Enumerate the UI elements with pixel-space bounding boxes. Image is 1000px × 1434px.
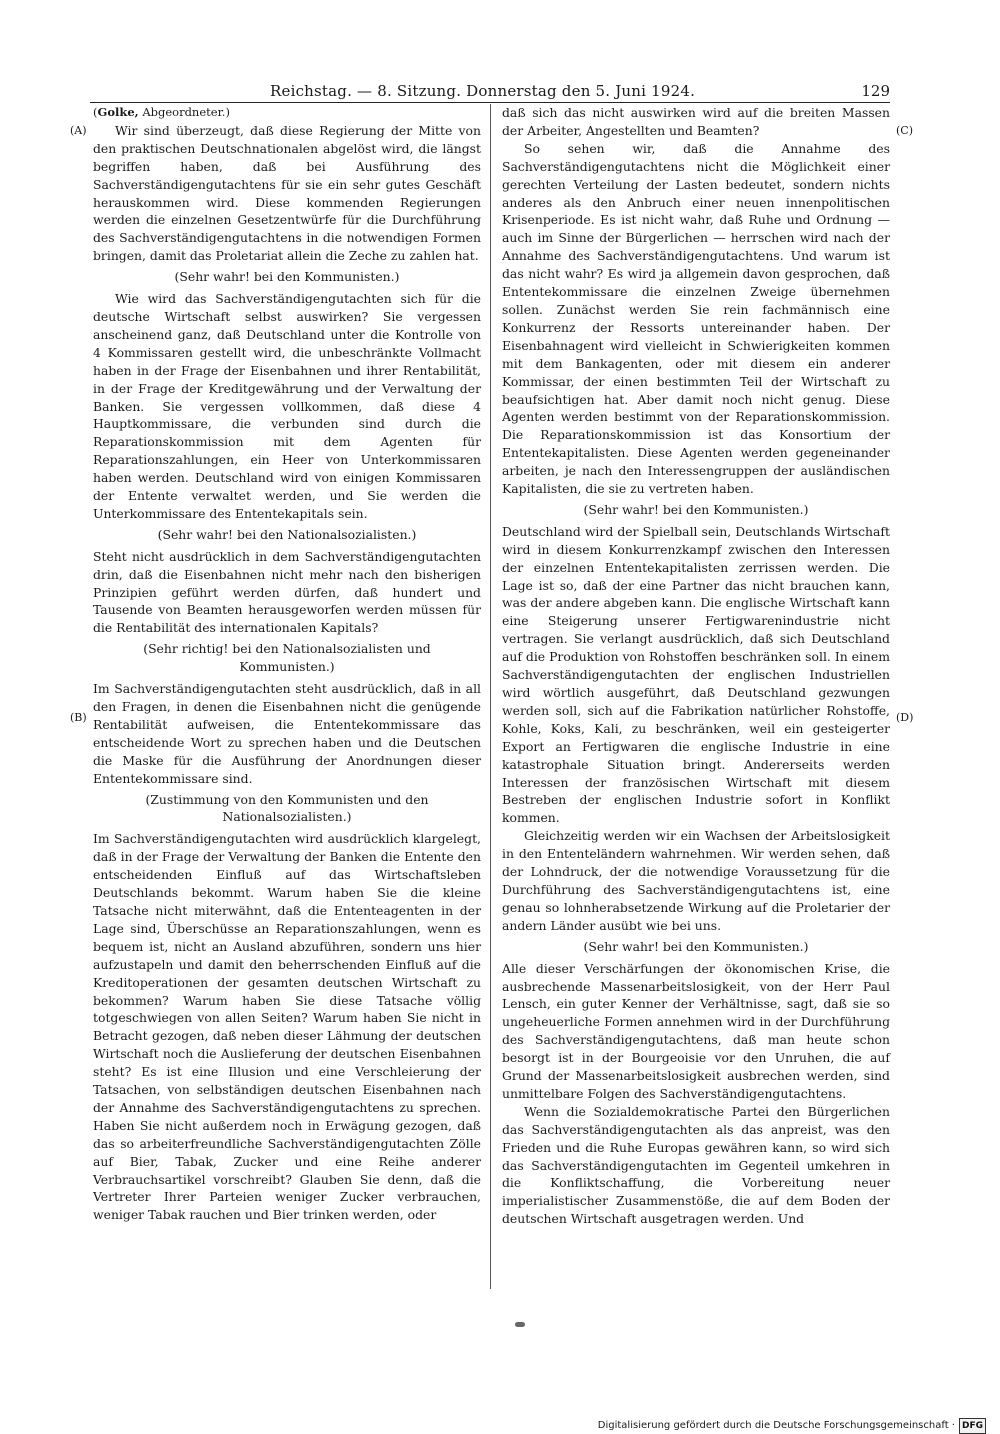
margin-marker-b: (B)	[70, 711, 87, 724]
page-header	[90, 80, 890, 102]
paragraph: Im Sachverständigengutachten steht ausdrücklich, daß in all den Fragen, in denen die Eisenbahnen nicht die genügende Rentabilität aufweisen, die Ententekommissare das entscheidende Wort zu sprechen haben und die Deutschen die Maske für die Ausführung der Anordnungen dieser Ententekommissare sind.	[93, 681, 481, 786]
running-title: Reichstag. — 8. Sitzung. Donnerstag den 5. Juni 1924.	[270, 82, 696, 100]
paragraph: Steht nicht ausdrücklich in dem Sachverständigengutachten drin, daß die Eisenbahnen nicht mehr nach den bisherigen Prinzipien geführt werden dürfen, daß hundert und Tausende von Beamten herausgeworfen werden müssen für die Rentabilität des internationalen Kapitals?	[93, 548, 481, 636]
digitization-footer	[598, 1418, 986, 1434]
speaker-line: (Golke, Abgeordneter.)	[93, 105, 230, 119]
footer-text: Digitalisierung gefördert durch die Deutsche Forschungsgemeinschaft ·	[597, 1420, 955, 1431]
margin-marker-c: (C)	[896, 124, 913, 137]
paragraph: Deutschland wird der Spielball sein, Deutschlands Wirtschaft wird in diesem Konkurrenzkampf zwischen den Interessen der einzelnen Ententekapitalisten zerrissen werden. Die Lage ist so, daß der eine Partner das nicht brauchen kann, was der andere abgeben kann. Die englische Wirtschaft kann eine Steigerung unserer Fertigwarenindustrie nicht vertragen. Sie verlangt ausdrücklich, daß sich Deutschland auf die Produktion von Rohstoffen beschränken soll. In einem Sachverständigengutachten der englischen Industriellen wird wörtlich ausgeführt, daß Deutschland gezwungen werden soll, sich auf die Fabrikation natürlicher Rohstoffe, Kohle, Koks, Kali, zu beschränken, weil ein gesteigerter Export an Fertigwaren die englische Industrie in eine katastrophale Situation bringt. Andererseits werden Interessen der französischen Wirtschaft mit diesem Bestreben der englischen Industrie sofort in Konflikt kommen.	[502, 523, 890, 826]
paragraph: daß sich das nicht auswirken wird auf die breiten Massen der Arbeiter, Angestellten und Beamten?	[502, 105, 890, 138]
speaker-role: Abgeordneter.)	[142, 105, 230, 119]
paragraph: Wenn die Sozialdemokratische Partei den Bürgerlichen das Sachverständigengutachten als das anpreist, was den Frieden und die Ruhe Europas gewähren kann, so wird sich das Sachverständigengutachten im Gegenteil umkehren in die Konfliktschaffung, die Vorbereitung neuer imperialistischer Zusammenstöße, die auf dem Boden der deutschen Wirtschaft ausgetragen werden. Und	[502, 1103, 890, 1227]
speaker-name: Golke,	[97, 105, 139, 119]
interjection: (Sehr wahr! bei den Nationalsozialisten.)	[157, 526, 417, 542]
paragraph: Alle dieser Verschärfungen der ökonomischen Krise, die ausbrechende Massenarbeitslosigkeit, von der Herr Paul Lensch, ein guter Kenner der Verhältnisse, sagt, daß sie so ungeheuerliche Formen annehmen wird in der Durchführung des Sachverständigengutachtens, daß man heute schon besorgt ist in der Bourgeoisie vor den Unruhen, die auf Grund der Massenarbeitslosigkeit ausbrechen werden, sind unmittelbare Folgen des Sachverständigengutachtens.	[502, 960, 890, 1101]
interjection: (Sehr wahr! bei den Kommunisten.)	[583, 938, 809, 954]
column-divider	[490, 104, 491, 1289]
paragraph: Im Sachverständigengutachten wird ausdrücklich klargelegt, daß in der Frage der Verwaltung der Banken die Entente den entscheidenden Einfluß auf das Wirtschaftsleben Deutschlands bekommt. Warum haben Sie die kleine Tatsache nicht miterwähnt, daß die Ententeagenten in der Lage sind, Überschüsse an Reparationszahlungen, wenn es bequem ist, nicht an Ausland abzuführen, sondern uns hier aufzustapeln und damit den beherrschenden Einfluß auf die Kreditoperationen der gesamten deutschen Wirtschaft zu bekommen? Warum haben Sie diese Tatsache völlig totgeschwiegen von allen Seiten? Warum haben Sie nicht in Betracht gezogen, daß neben dieser Lähmung der deutschen Wirtschaft noch die Auslieferung der deutschen Eisenbahnen steht? Es ist eine Illusion und eine Verschleierung der Tatsachen, von selbständigen deutschen Eisenbahnen nach der Annahme des Sachverständigengutachtens zu sprechen. Haben Sie nicht außerdem noch in Erwägung gezogen, daß das so arbeiterfreundliche Sachverständigengutachten Zölle auf Bier, Tabak, Zucker und eine Reihe anderer Verbrauchsartikel vorschreibt? Glauben Sie denn, daß die Vertreter Ihrer Parteien weniger Zucker verbrauchen, weniger Tabak rauchen und Bier trinken werden, oder	[93, 831, 481, 1223]
left-column	[93, 104, 481, 1224]
interjection: (Sehr richtig! bei den Nationalsozialisten und Kommunisten.)	[143, 641, 431, 675]
interjection: (Sehr wahr! bei den Kommunisten.)	[583, 501, 809, 517]
paragraph: Wir sind überzeugt, daß diese Regierung der Mitte von den praktischen Deutschnationalen abgelöst wird, die längst begriffen haben, daß bei Ausführung des Sachverständigengutachtens für sie ein sehr gutes Geschäft herauskommen wird. Diese kommenden Regierungen werden die einzelnen Gesetzentwürfe für die Durchführung des Sachverständigengutachtens in die notwendigen Formen bringen, damit das Proletariat allein die Zeche zu zahlen hat.	[93, 122, 481, 264]
right-column	[502, 104, 890, 1228]
header-rule	[90, 102, 890, 103]
dfg-logo: DFG	[959, 1418, 986, 1434]
page-number: 129	[861, 82, 890, 100]
paragraph: So sehen wir, daß die Annahme des Sachverständigengutachtens nicht die Möglichkeit einer gerechten Verteilung der Lasten bedeutet, sondern nichts anderes als den Anbruch einer neuen innenpolitischen Krisenperiode. Es ist nicht wahr, daß Ruhe und Ordnung — auch im Sinne der Bürgerlichen — herrschen wird nach der Annahme des Sachverständigengutachtens. Und warum ist das nicht wahr? Es wird ja allgemein davon gesprochen, daß Ententekommissare die einzelnen Zweige übernehmen sollen. Zunächst werden Sie rein fachmännisch eine Konkurrenz der Ressorts untereinander haben. Der Eisenbahnagent wird vielleicht in Schwierigkeiten kommen mit dem Bankagenten, oder mit diesem ein anderer Kommissar, der einen bestimmten Teil der Wirtschaft zu beaufsichtigen hat. Aber damit noch nicht genug. Diese Agenten werden bestimmt von der Reparationskommission. Die Reparationskommission ist das Konsortium der Ententekapitalisten. Diese Agenten werden gegeneinander arbeiten, je nach den Interessengruppen der ausländischen Kapitalisten, die sie zu vertreten haben.	[502, 140, 890, 497]
margin-marker-a: (A)	[70, 124, 87, 137]
paragraph: Wie wird das Sachverständigengutachten sich für die deutsche Wirtschaft selbst auswirken? Sie vergessen anscheinend ganz, daß Deutschland unter die Kontrolle von 4 Kommissaren gestellt wird, die unbeschränkte Vollmacht haben in der Frage der Eisenbahnen und ihrer Rentabilität, in der Frage der Kreditgewährung und der Verwaltung der Banken. Sie vergessen vollkommen, daß diese 4 Hauptkommissare, die verbunden sind durch die Reparationskommission mit dem Agenten für Reparationszahlungen, ein Heer von Unterkommissaren haben werden. Deutschland wird von einigen Kommissaren der Entente verwaltet werden, und Sie werden die Unterkommissare des Ententekapitals sein.	[93, 291, 481, 521]
margin-marker-d: (D)	[896, 711, 914, 724]
interjection: (Zustimmung von den Kommunisten und den Nationalsozialisten.)	[145, 791, 429, 825]
interjection: (Sehr wahr! bei den Kommunisten.)	[174, 269, 400, 285]
ink-spot	[515, 1322, 525, 1327]
paragraph: Gleichzeitig werden wir ein Wachsen der Arbeitslosigkeit in den Ententeländern wahrnehmen. Wir werden sehen, daß der Lohndruck, der die notwendige Voraussetzung für die Durchführung des Sachverständigengutachtens ist, eine genau so lohnherabsetzende Wirkung auf die Proletarier der andern Länder ausübt wie bei uns.	[502, 828, 890, 933]
